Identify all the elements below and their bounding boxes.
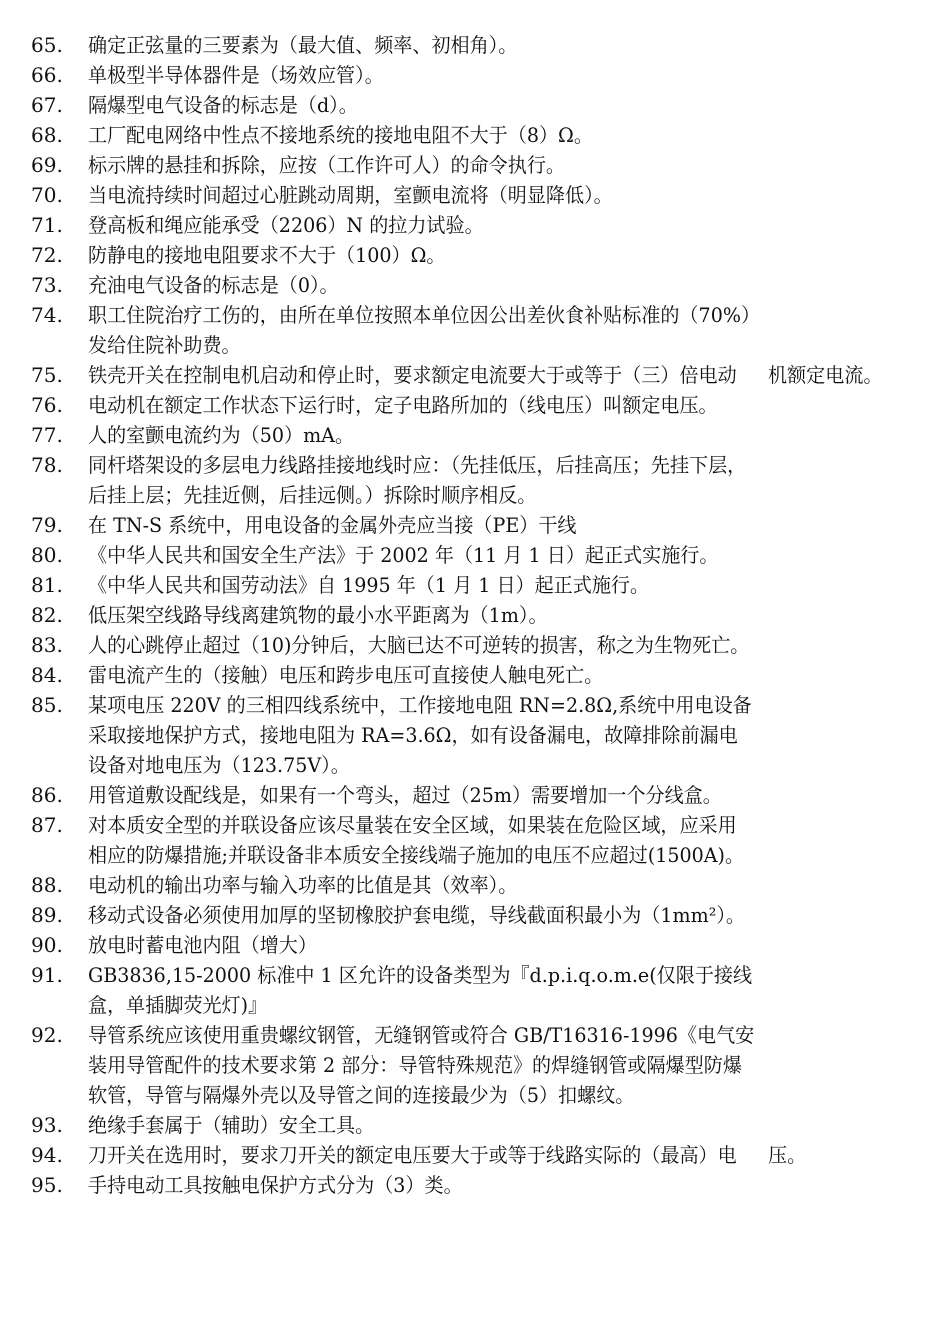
item-text — [88, 510, 950, 540]
item-text-line: 手持电动工具按触电保护方式分为（3）类。 — [88, 1173, 463, 1197]
item-text-line: 机额定电流。 — [768, 363, 883, 387]
item-text — [88, 870, 950, 900]
item-number: 67. — [31, 93, 63, 117]
item-text — [88, 210, 950, 240]
item-number: 77. — [31, 423, 63, 447]
item-number: 92. — [31, 1023, 63, 1047]
list-item — [0, 1020, 950, 1110]
item-text-line: 电动机的输出功率与输入功率的比值是其（效率）。 — [88, 873, 518, 897]
item-text-line: 同杆塔架设的多层电力线路挂接地线时应：（先挂低压，后挂高压；先挂下层， — [88, 453, 747, 477]
item-number: 88. — [31, 873, 63, 897]
item-text-line: 导管系统应该使用重贵螺纹钢管，无缝钢管或符合 GB/T16316-1996《电气安 — [88, 1023, 755, 1047]
item-text — [88, 30, 950, 60]
item-text-line: 铁壳开关在控制电机启动和停止时，要求额定电流要大于或等于（三）倍电动 — [88, 363, 737, 387]
item-text-line: 发给住院补助费。 — [88, 333, 241, 357]
item-number: 73. — [31, 273, 63, 297]
item-text — [88, 1170, 950, 1200]
item-text-line: 标示牌的悬挂和拆除，应按（工作许可人）的命令执行。 — [88, 153, 565, 177]
item-text-line: 采取接地保护方式，接地电阻为 RA=3.6Ω，如有设备漏电，故障排除前漏电 — [88, 723, 738, 747]
item-number: 81. — [31, 573, 63, 597]
list-item — [0, 1170, 950, 1200]
item-text — [88, 930, 950, 960]
list-item — [0, 180, 950, 210]
list-item — [0, 780, 950, 810]
item-text — [88, 270, 950, 300]
list-item — [0, 420, 950, 450]
list-item — [0, 930, 950, 960]
list-item — [0, 150, 950, 180]
item-text-line: 放电时蓄电池内阻（增大） — [88, 933, 317, 957]
item-text-line: 工厂配电网络中性点不接地系统的接地电阻不大于（8）Ω。 — [88, 123, 593, 147]
list-item — [0, 450, 950, 510]
item-number: 95. — [31, 1173, 63, 1197]
item-text — [88, 450, 950, 510]
list-item — [0, 90, 950, 120]
item-number: 84. — [31, 663, 63, 687]
item-text-line: 人的室颤电流约为（50）mA。 — [88, 423, 355, 447]
list-item — [0, 120, 950, 150]
item-text — [88, 1110, 950, 1140]
item-text — [88, 300, 950, 360]
item-text — [88, 900, 950, 930]
list-item — [0, 960, 950, 1020]
list-item — [0, 390, 950, 420]
item-text-line: 登高板和绳应能承受（2206）N 的拉力试验。 — [88, 213, 484, 237]
item-number: 89. — [31, 903, 63, 927]
list-item — [0, 810, 950, 870]
item-text-line: 软管，导管与隔爆外壳以及导管之间的连接最少为（5）扣螺纹。 — [88, 1083, 635, 1107]
item-text-line: 雷电流产生的（接触）电压和跨步电压可直接使人触电死亡。 — [88, 663, 604, 687]
item-text-line: 某项电压 220V 的三相四线系统中，工作接地电阻 RN=2.8Ω,系统中用电设备 — [88, 693, 752, 717]
item-text-line: 确定正弦量的三要素为（最大值、频率、初相角）。 — [88, 33, 518, 57]
document-page — [0, 30, 950, 1200]
list-item — [0, 270, 950, 300]
item-text-line: 用管道敷设配线是，如果有一个弯头，超过（25m）需要增加一个分线盒。 — [88, 783, 722, 807]
list-item — [0, 60, 950, 90]
item-text-line: 盒，单插脚荧光灯)』 — [88, 993, 268, 1017]
list-item — [0, 660, 950, 690]
item-text — [88, 660, 950, 690]
item-text-line: 充油电气设备的标志是（0）。 — [88, 273, 339, 297]
item-number: 75. — [31, 363, 63, 387]
item-text — [88, 690, 950, 780]
item-text-line: GB3836,15-2000 标准中 1 区允许的设备类型为『d.p.i.q.o.m.e(仅限于接线 — [88, 963, 753, 987]
item-number: 83. — [31, 633, 63, 657]
item-text-line: 刀开关在选用时，要求刀开关的额定电压要大于或等于线路实际的（最高）电 — [88, 1143, 737, 1167]
item-number: 79. — [31, 513, 63, 537]
item-text-line: 设备对地电压为（123.75V）。 — [88, 753, 350, 777]
item-text-line: 装用导管配件的技术要求第 2 部分：导管特殊规范》的焊缝钢管或隔爆型防爆 — [88, 1053, 742, 1077]
item-text-line: 对本质安全型的并联设备应该尽量装在安全区域，如果装在危险区域，应采用 — [88, 813, 737, 837]
list-item — [0, 600, 950, 630]
item-text-line: 相应的防爆措施;并联设备非本质安全接线端子施加的电压不应超过(1500A)。 — [88, 843, 745, 867]
item-number: 66. — [31, 63, 63, 87]
item-text-line: 后挂上层；先挂近侧，后挂远侧。）拆除时顺序相反。 — [88, 483, 537, 507]
item-text — [88, 180, 950, 210]
item-number: 86. — [31, 783, 63, 807]
item-text-line: 移动式设备必须使用加厚的坚韧橡胶护套电缆，导线截面积最小为（1mm²）。 — [88, 903, 745, 927]
item-text — [88, 570, 950, 600]
item-text — [88, 60, 950, 90]
item-text-line: 单极型半导体器件是（场效应管）。 — [88, 63, 384, 87]
list-item — [0, 210, 950, 240]
item-number: 93. — [31, 1113, 63, 1137]
item-number: 72. — [31, 243, 63, 267]
item-text-line: 当电流持续时间超过心脏跳动周期，室颤电流将（明显降低）。 — [88, 183, 613, 207]
list-item — [0, 630, 950, 660]
item-number: 94. — [31, 1143, 63, 1167]
item-text — [88, 630, 950, 660]
item-number: 85. — [31, 693, 63, 717]
item-number: 80. — [31, 543, 63, 567]
item-number: 69. — [31, 153, 63, 177]
list-item — [0, 360, 950, 390]
item-text-line: 《中华人民共和国劳动法》自 1995 年（1 月 1 日）起正式施行。 — [88, 573, 650, 597]
item-text — [88, 390, 950, 420]
item-number: 91. — [31, 963, 63, 987]
item-text-line: 低压架空线路导线离建筑物的最小水平距离为（1m）。 — [88, 603, 548, 627]
list-item — [0, 510, 950, 540]
item-text — [88, 240, 950, 270]
item-text-line: 人的心跳停止超过（10)分钟后，大脑已达不可逆转的损害，称之为生物死亡。 — [88, 633, 750, 657]
item-text-line: 在 TN-S 系统中，用电设备的金属外壳应当接（PE）干线 — [88, 513, 577, 537]
item-text — [88, 120, 950, 150]
list-item — [0, 1110, 950, 1140]
item-text — [88, 360, 950, 390]
list-item — [0, 690, 950, 780]
item-text-line: 防静电的接地电阻要求不大于（100）Ω。 — [88, 243, 446, 267]
item-text-line: 《中华人民共和国安全生产法》于 2002 年（11 月 1 日）起正式实施行。 — [88, 543, 719, 567]
list-item — [0, 1140, 950, 1170]
item-text — [88, 420, 950, 450]
item-number: 82. — [31, 603, 63, 627]
list-item — [0, 240, 950, 270]
item-number: 68. — [31, 123, 63, 147]
item-number: 78. — [31, 453, 63, 477]
list-item — [0, 570, 950, 600]
item-number: 90. — [31, 933, 63, 957]
list-item — [0, 540, 950, 570]
item-number: 70. — [31, 183, 63, 207]
item-text — [88, 1140, 950, 1170]
item-number: 76. — [31, 393, 63, 417]
list-item — [0, 870, 950, 900]
list-item — [0, 30, 950, 60]
item-text — [88, 540, 950, 570]
item-text — [88, 960, 950, 1020]
item-text-line: 职工住院治疗工伤的，由所在单位按照本单位因公出差伙食补贴标准的（70%） — [88, 303, 761, 327]
item-number: 74. — [31, 303, 63, 327]
item-text — [88, 810, 950, 870]
item-number: 71. — [31, 213, 63, 237]
item-text-line: 电动机在额定工作状态下运行时，定子电路所加的（线电压）叫额定电压。 — [88, 393, 718, 417]
item-text — [88, 150, 950, 180]
item-text-line: 绝缘手套属于（辅助）安全工具。 — [88, 1113, 375, 1137]
item-number: 87. — [31, 813, 63, 837]
item-text — [88, 780, 950, 810]
list-item — [0, 900, 950, 930]
item-text-line: 压。 — [768, 1143, 807, 1167]
item-text — [88, 90, 950, 120]
item-text-line: 隔爆型电气设备的标志是（d）。 — [88, 93, 358, 117]
item-text — [88, 600, 950, 630]
item-text — [88, 1020, 950, 1110]
list-item — [0, 300, 950, 360]
item-number: 65. — [31, 33, 63, 57]
